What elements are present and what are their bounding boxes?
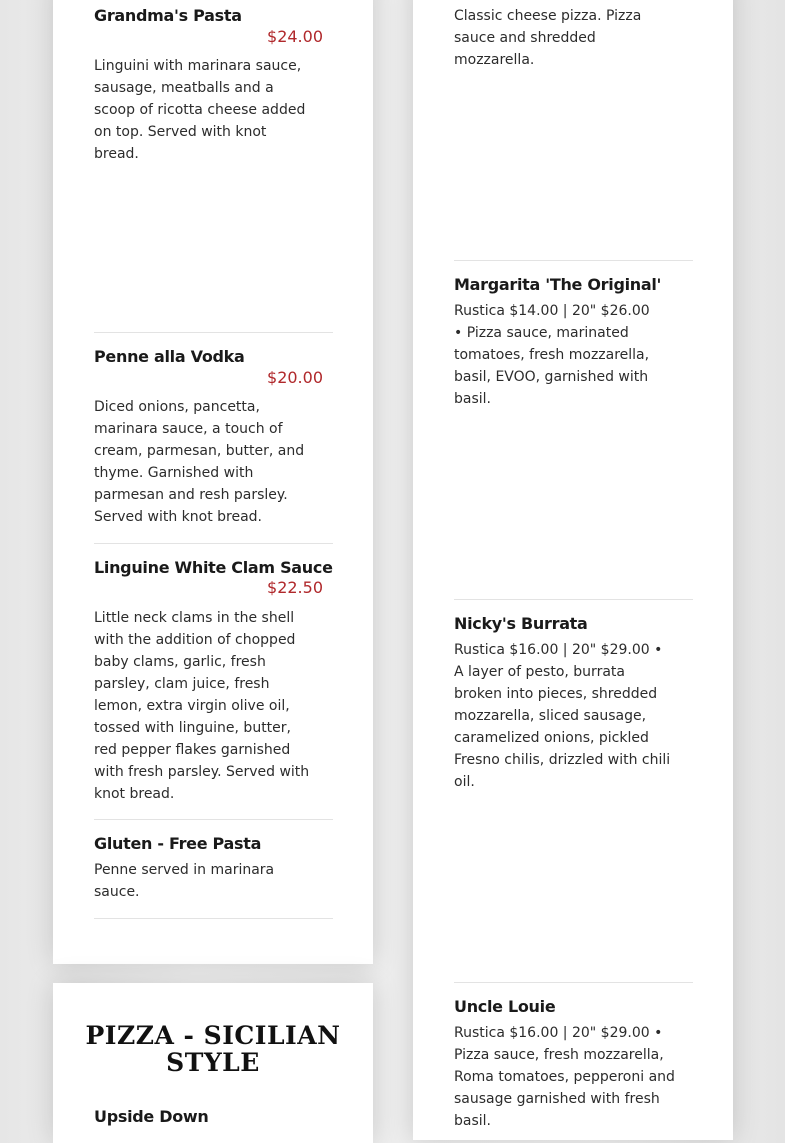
pizza-menu-card <box>413 0 733 1140</box>
menu-item-name: Grandma's Pasta <box>94 6 242 25</box>
divider <box>94 819 333 820</box>
menu-item-name: Linguine White Clam Sauce <box>94 558 333 577</box>
menu-item-description: Diced onions, pancetta, marinara sauce, a touch of cream, parmesan, butter, and thyme. Garnished with parmesan and resh parsley. Served with knot bread. <box>94 399 305 525</box>
menu-item-name: Gluten - Free Pasta <box>94 834 262 853</box>
pizza-sicilian-card <box>53 983 373 1143</box>
menu-item-description: Rustica $16.00 | 20" $29.00 • Pizza sauce, fresh mozzarella, Roma tomatoes, pepperoni and sausage garnished with fresh basil. <box>454 1025 675 1129</box>
divider <box>94 332 333 333</box>
menu-item-penne-alla-vodka <box>94 347 333 528</box>
menu-item-gluten-free-pasta <box>94 834 333 903</box>
menu-item-upside-down <box>94 1107 333 1127</box>
menu-item-name: Nicky's Burrata <box>454 614 588 633</box>
divider <box>454 260 693 261</box>
menu-item-cheese-pizza <box>454 5 693 71</box>
menu-item-name: Uncle Louie <box>454 997 556 1016</box>
menu-item-name: Margarita 'The Original' <box>454 275 662 294</box>
divider <box>454 599 693 600</box>
menu-item-margarita <box>454 275 693 410</box>
menu-item-description: Penne served in marinara sauce. <box>94 862 275 900</box>
section-title: PIZZA - SICILIAN STYLE <box>85 1021 341 1077</box>
menu-item-price: $22.50 <box>267 578 323 597</box>
menu-item-description: Little neck clams in the shell with the addition of chopped baby clams, garlic, fresh parsley, clam juice, fresh lemon, extra virgin olive oil, tossed with linguine, butter, red pepper flakes garnished with fresh parsley. Served with knot bread. <box>94 610 310 802</box>
menu-item-description: Linguini with marinara sauce, sausage, meatballs and a scoop of ricotta cheese added on top. Served with knot bread. <box>94 58 306 162</box>
menu-item-grandmas-pasta <box>94 6 333 165</box>
menu-item-price: $20.00 <box>267 368 323 387</box>
menu-item-name: Penne alla Vodka <box>94 347 245 366</box>
menu-item-name: Upside Down <box>94 1107 209 1126</box>
pasta-menu-card <box>53 0 373 964</box>
divider <box>454 982 693 983</box>
menu-item-description: Classic cheese pizza. Pizza sauce and shredded mozzarella. <box>454 8 642 68</box>
menu-item-nickys-burrata <box>454 614 693 793</box>
menu-item-linguine-white-clam-sauce <box>94 558 333 805</box>
divider <box>94 918 333 919</box>
divider <box>94 543 333 544</box>
menu-item-description: Rustica $16.00 | 20" $29.00 • A layer of pesto, burrata broken into pieces, shredded mozzarella, sliced sausage, caramelized onions, pickled Fresno chilis, drizzled with chili oil. <box>454 642 671 790</box>
menu-item-uncle-louie <box>454 997 693 1132</box>
menu-item-description: Rustica $14.00 | 20" $26.00 • Pizza sauce, marinated tomatoes, fresh mozzarella, basil, EVOO, garnished with basil. <box>454 303 650 407</box>
menu-item-price: $24.00 <box>267 27 323 46</box>
